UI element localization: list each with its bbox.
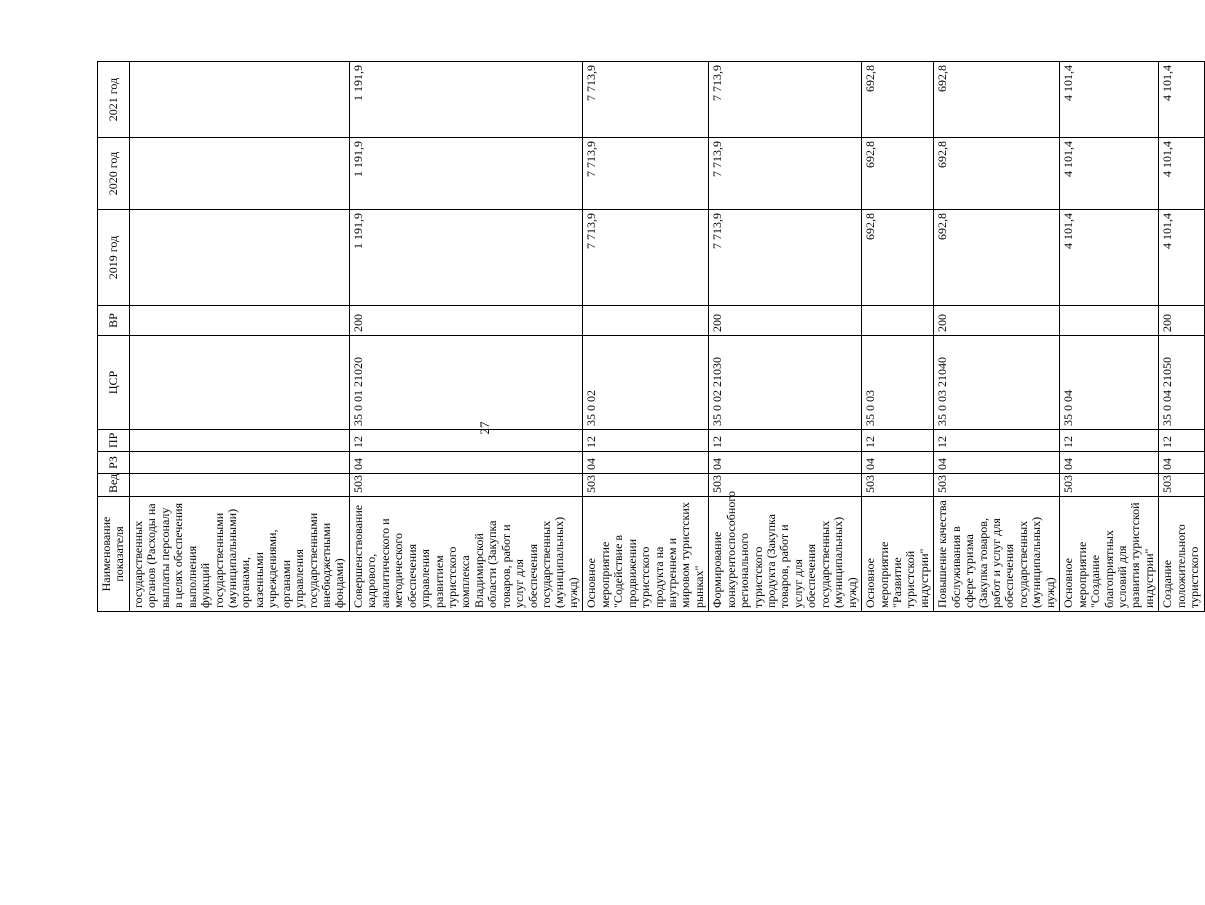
table-row bbox=[349, 62, 582, 612]
page-number: 27 bbox=[477, 421, 492, 435]
cell-csr: 35 0 02 bbox=[583, 336, 709, 430]
cell-ved: 503 bbox=[934, 474, 1060, 497]
cell-name: Основное мероприятие "Создание благоприятных условий для развития туристской индустрии" bbox=[1060, 497, 1159, 612]
cell-ved: 503 bbox=[1159, 474, 1204, 497]
table-row bbox=[583, 62, 709, 612]
cell-name: государственных органов (Расходы на выплаты персоналу в целях обеспечения выполнения функций государственными (муниципальными) органами, казенными учреждениями, органами управления государственными внебюджетными фондами) bbox=[129, 497, 349, 612]
table-header-row bbox=[98, 62, 130, 612]
cell-2021: 4 101,4 bbox=[1159, 62, 1204, 138]
cell-2021: 7 713,9 bbox=[709, 62, 862, 138]
table-row bbox=[129, 62, 349, 612]
cell-csr: 35 0 04 21050 bbox=[1159, 336, 1204, 430]
cell-ved: 503 bbox=[1060, 474, 1159, 497]
cell-pr: 12 bbox=[709, 430, 862, 452]
cell-2019: 4 101,4 bbox=[1060, 210, 1159, 306]
cell-2020: 7 713,9 bbox=[709, 138, 862, 210]
table-row bbox=[1159, 62, 1204, 612]
cell-vr bbox=[583, 306, 709, 336]
rotated-page-content bbox=[97, 62, 1202, 612]
cell-csr bbox=[129, 336, 349, 430]
cell-2020: 1 191,9 bbox=[349, 138, 582, 210]
cell-name: Повышение качества обслуживания в сфере туризма (Закупка товаров, работ и услуг для обеспечения государственных (муниципальных) нужд) bbox=[934, 497, 1060, 612]
cell-2019: 1 191,9 bbox=[349, 210, 582, 306]
header-cell: ЦСР bbox=[98, 336, 130, 430]
header-cell: 2020 год bbox=[98, 138, 130, 210]
header-cell: 2019 год bbox=[98, 210, 130, 306]
cell-ved: 503 bbox=[583, 474, 709, 497]
cell-2019: 692,8 bbox=[862, 210, 934, 306]
cell-2020: 692,8 bbox=[862, 138, 934, 210]
cell-csr: 35 0 03 21040 bbox=[934, 336, 1060, 430]
cell-2019: 7 713,9 bbox=[709, 210, 862, 306]
table-row bbox=[1060, 62, 1159, 612]
cell-name: Основное мероприятие "Развитие туристской индустрии" bbox=[862, 497, 934, 612]
cell-csr: 35 0 02 21030 bbox=[709, 336, 862, 430]
cell-pr: 12 bbox=[349, 430, 582, 452]
cell-vr bbox=[129, 306, 349, 336]
header-cell: РЗ bbox=[98, 452, 130, 474]
cell-2019 bbox=[129, 210, 349, 306]
cell-name: Создание положительного туристского bbox=[1159, 497, 1204, 612]
header-cell: 2021 год bbox=[98, 62, 130, 138]
cell-2019: 692,8 bbox=[934, 210, 1060, 306]
cell-2020: 7 713,9 bbox=[583, 138, 709, 210]
cell-rz: 04 bbox=[709, 452, 862, 474]
cell-2021: 692,8 bbox=[862, 62, 934, 138]
cell-vr: 200 bbox=[709, 306, 862, 336]
cell-2020: 4 101,4 bbox=[1159, 138, 1204, 210]
cell-2019: 7 713,9 bbox=[583, 210, 709, 306]
cell-2019: 4 101,4 bbox=[1159, 210, 1204, 306]
cell-ved: 503 bbox=[349, 474, 582, 497]
cell-2020: 692,8 bbox=[934, 138, 1060, 210]
cell-vr: 200 bbox=[934, 306, 1060, 336]
cell-vr bbox=[1060, 306, 1159, 336]
header-cell: Наименование показателя bbox=[98, 497, 130, 612]
cell-rz: 04 bbox=[934, 452, 1060, 474]
header-cell: ВР bbox=[98, 306, 130, 336]
cell-name: Совершенствование кадрового, аналитического и методического обеспечения управления развитием туристского комплекса Владимирской области (Закупка товаров, работ и услуг для обеспечения государственных (муниципальных) нужд) bbox=[349, 497, 582, 612]
budget-table bbox=[97, 61, 1205, 612]
table-row bbox=[709, 62, 862, 612]
cell-rz: 04 bbox=[349, 452, 582, 474]
cell-2021: 1 191,9 bbox=[349, 62, 582, 138]
table-row bbox=[934, 62, 1060, 612]
cell-2021: 4 101,4 bbox=[1060, 62, 1159, 138]
cell-name: Формирование конкурентоспособного регионального туристского продукта (Закупка товаров, работ и услуг для обеспечения государственных (муниципальных) нужд) bbox=[709, 497, 862, 612]
cell-2020 bbox=[129, 138, 349, 210]
table-row bbox=[862, 62, 934, 612]
header-cell: ПР bbox=[98, 430, 130, 452]
cell-rz: 04 bbox=[1159, 452, 1204, 474]
cell-ved: 503 bbox=[709, 474, 862, 497]
cell-name: Основное мероприятие "Содействие в продвижении туристского продукта на внутреннем и мировом туристских рынках" bbox=[583, 497, 709, 612]
cell-csr: 35 0 03 bbox=[862, 336, 934, 430]
cell-rz bbox=[129, 452, 349, 474]
cell-csr: 35 0 01 21020 bbox=[349, 336, 582, 430]
cell-ved: 503 bbox=[862, 474, 934, 497]
cell-2021: 7 713,9 bbox=[583, 62, 709, 138]
cell-2020: 4 101,4 bbox=[1060, 138, 1159, 210]
cell-pr bbox=[129, 430, 349, 452]
cell-pr: 12 bbox=[934, 430, 1060, 452]
cell-pr: 12 bbox=[1060, 430, 1159, 452]
cell-pr: 12 bbox=[583, 430, 709, 452]
cell-csr: 35 0 04 bbox=[1060, 336, 1159, 430]
header-cell: Вед bbox=[98, 474, 130, 497]
cell-vr bbox=[862, 306, 934, 336]
cell-vr: 200 bbox=[349, 306, 582, 336]
cell-pr: 12 bbox=[862, 430, 934, 452]
cell-2021: 692,8 bbox=[934, 62, 1060, 138]
cell-ved bbox=[129, 474, 349, 497]
cell-rz: 04 bbox=[1060, 452, 1159, 474]
cell-pr: 12 bbox=[1159, 430, 1204, 452]
cell-rz: 04 bbox=[583, 452, 709, 474]
cell-2021 bbox=[129, 62, 349, 138]
cell-rz: 04 bbox=[862, 452, 934, 474]
cell-vr: 200 bbox=[1159, 306, 1204, 336]
